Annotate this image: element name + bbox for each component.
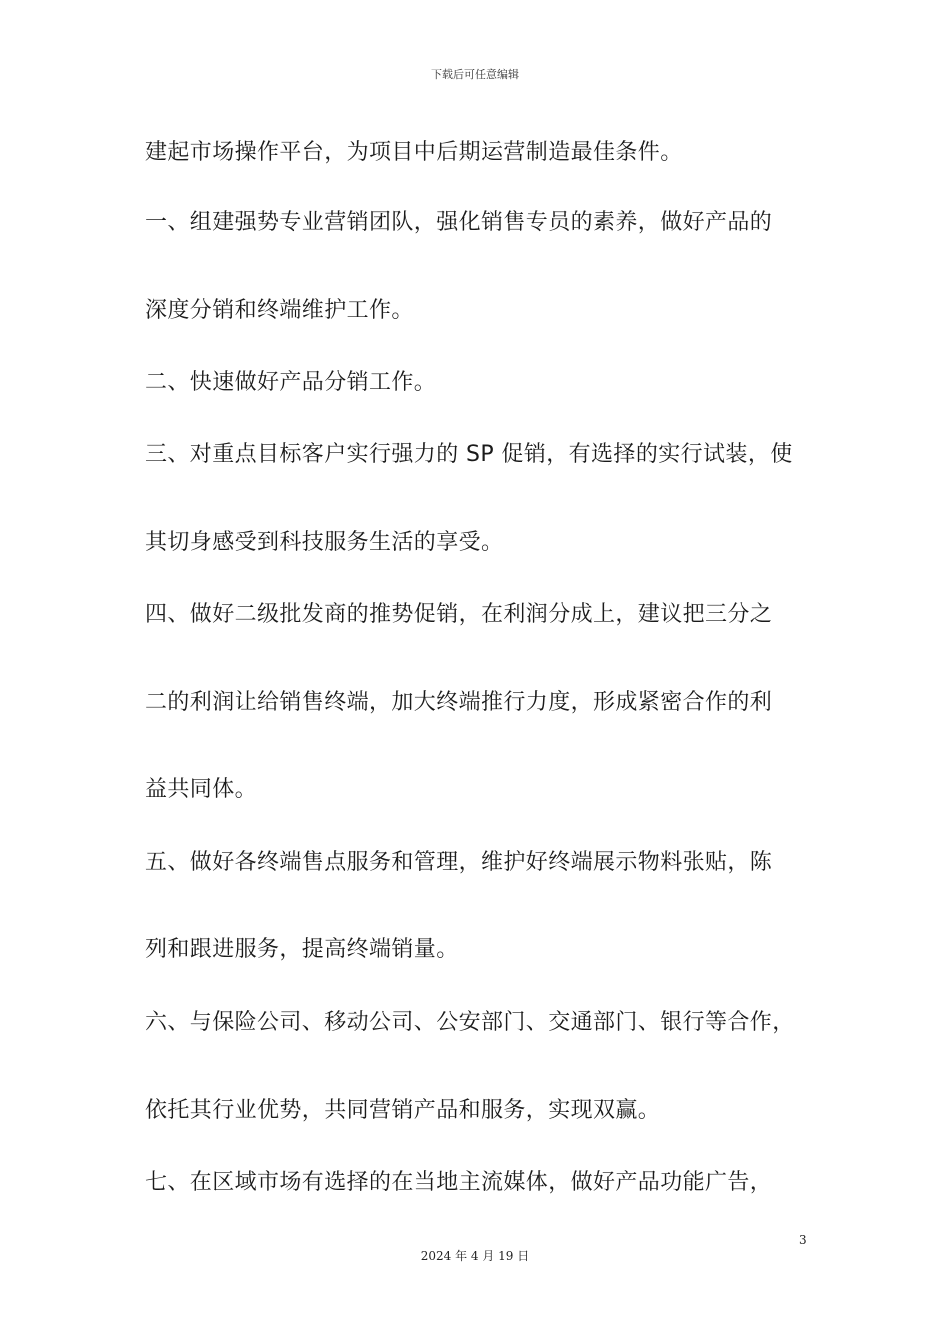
page-header: 下载后可任意编辑	[431, 68, 519, 81]
body-line: 五、做好各终端售点服务和管理，维护好终端展示物料张贴，陈	[145, 850, 773, 875]
body-line: 二、快速做好产品分销工作。	[145, 370, 437, 395]
body-line: 依托其行业优势，共同营销产品和服务，实现双赢。	[145, 1098, 661, 1123]
body-line: 三、对重点目标客户实行强力的 SP 促销，有选择的实行试装，使	[145, 442, 793, 467]
body-line: 二的利润让给销售终端，加大终端推行力度，形成紧密合作的利	[145, 690, 773, 715]
page-number: 3	[799, 1233, 807, 1247]
body-line: 一、组建强势专业营销团队，强化销售专员的素养，做好产品的	[145, 210, 773, 235]
body-line: 七、在区域市场有选择的在当地主流媒体，做好产品功能广告，	[145, 1170, 773, 1195]
body-line: 六、与保险公司、移动公司、公安部门、交通部门、银行等合作，	[145, 1010, 795, 1035]
body-line: 益共同体。	[145, 777, 258, 802]
body-line: 四、做好二级批发商的推势促销，在利润分成上，建议把三分之	[145, 602, 773, 627]
body-line: 建起市场操作平台，为项目中后期运营制造最佳条件。	[145, 140, 683, 165]
body-line: 其切身感受到科技服务生活的享受。	[145, 530, 504, 555]
body-line: 深度分销和终端维护工作。	[145, 298, 414, 323]
footer-date: 2024 年 4 月 19 日	[420, 1249, 530, 1263]
body-line: 列和跟进服务，提高终端销量。	[145, 937, 459, 962]
